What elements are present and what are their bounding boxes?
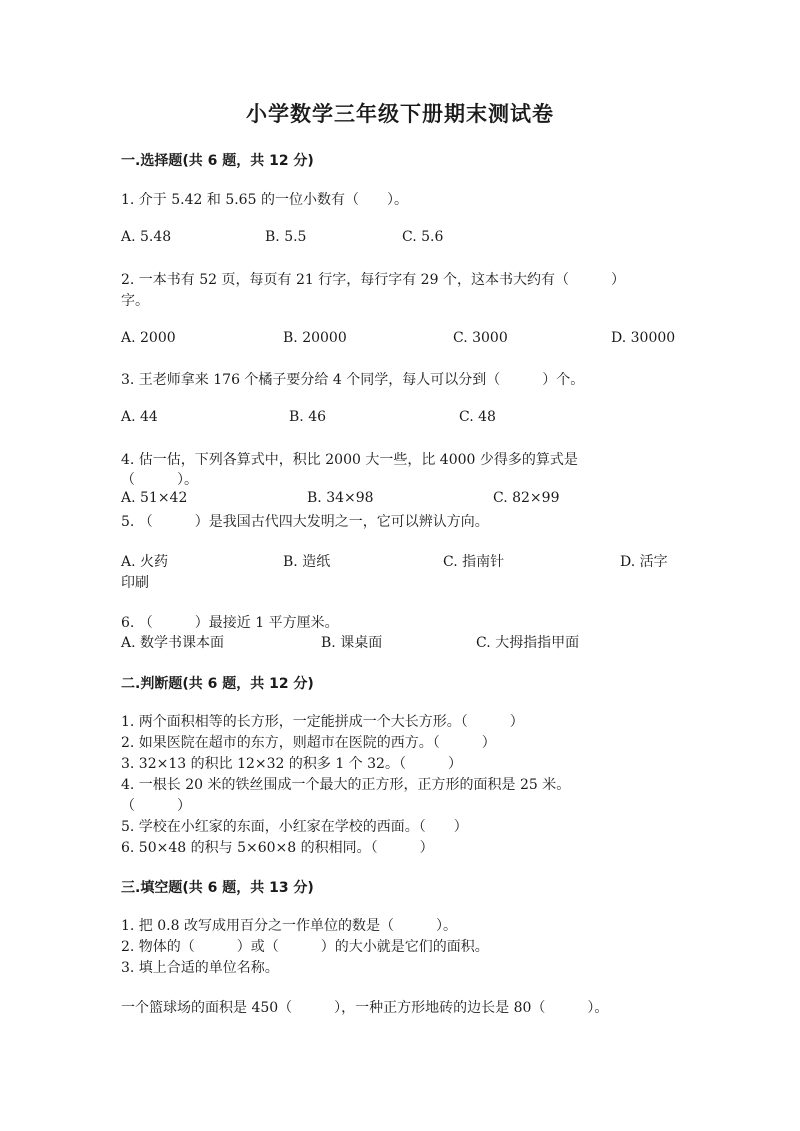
judge-item-3: 3. 32×13 的积比 12×32 的积多 1 个 32。（ ） [121, 756, 462, 772]
section-fill-title: 三.填空题(共 6 题，共 13 分) [121, 880, 314, 896]
question-6-option-b: B. 课桌面 [321, 635, 383, 651]
question-1-option-b: B. 5.5 [265, 229, 307, 245]
question-4-stem-line2: （ ）。 [121, 472, 198, 488]
question-4-stem-line1: 4. 估一估，下列各算式中，积比 2000 大一些，比 4000 少得多的算式是 [121, 452, 578, 468]
judge-item-4: 4. 一根长 20 米的铁丝围成一个最大的正方形，正方形的面积是 25 米。 [121, 777, 571, 793]
judge-item-6: 6. 50×48 的积与 5×60×8 的积相同。（ ） [121, 840, 434, 856]
question-6-stem: 6. （ ）最接近 1 平方厘米。 [121, 615, 339, 631]
fill-item-1: 1. 把 0.8 改写成用百分之一作单位的数是（ ）。 [121, 918, 457, 934]
question-5-option-d: D. 活字 [620, 554, 668, 570]
question-2-stem-line2: 字。 [121, 293, 149, 309]
question-6-option-c: C. 大拇指指甲面 [476, 635, 580, 651]
section-judge-title: 二.判断题(共 6 题，共 12 分) [121, 676, 314, 692]
question-4-option-a: A. 51×42 [121, 490, 188, 506]
question-5-option-d-cont: 印刷 [121, 575, 149, 591]
question-4-option-c: C. 82×99 [493, 490, 560, 506]
judge-item-4-cont: （ ） [121, 798, 191, 814]
question-1-option-c: C. 5.6 [402, 229, 444, 245]
question-2-option-c: C. 3000 [453, 330, 508, 346]
question-3-option-a: A. 44 [121, 409, 158, 425]
question-6-option-a: A. 数学书课本面 [121, 635, 225, 651]
question-5-stem: 5. （ ）是我国古代四大发明之一，它可以辨认方向。 [121, 514, 489, 530]
question-2-option-b: B. 20000 [283, 330, 347, 346]
question-3-stem: 3. 王老师拿来 176 个橘子要分给 4 个同学，每人可以分到（ ）个。 [121, 372, 585, 388]
question-2-option-d: D. 30000 [611, 330, 676, 346]
fill-item-3-sentence: 一个篮球场的面积是 450（ ），一种正方形地砖的边长是 80（ ）。 [121, 1000, 609, 1016]
judge-item-1: 1. 两个面积相等的长方形，一定能拼成一个大长方形。（ ） [121, 714, 524, 730]
question-1-stem: 1. 介于 5.42 和 5.65 的一位小数有（ ）。 [121, 192, 408, 208]
section-choice-title: 一.选择题(共 6 题，共 12 分) [121, 153, 314, 169]
fill-item-2: 2. 物体的（ ）或（ ）的大小就是它们的面积。 [121, 939, 489, 955]
question-4-option-b: B. 34×98 [307, 490, 374, 506]
question-2-option-a: A. 2000 [121, 330, 176, 346]
judge-item-5: 5. 学校在小红家的东面，小红家在学校的西面。（ ） [121, 819, 468, 835]
fill-item-3: 3. 填上合适的单位名称。 [121, 960, 279, 976]
question-3-option-b: B. 46 [289, 409, 327, 425]
judge-item-2: 2. 如果医院在超市的东方，则超市在医院的西方。（ ） [121, 735, 496, 751]
question-1-option-a: A. 5.48 [121, 229, 172, 245]
question-5-option-b: B. 造纸 [283, 554, 331, 570]
question-5-option-c: C. 指南针 [443, 554, 505, 570]
question-2-stem-line1: 2. 一本书有 52 页，每页有 21 行字，每行字有 29 个，这本书大约有（ ） [121, 272, 625, 288]
question-3-option-c: C. 48 [459, 409, 496, 425]
question-5-option-a: A. 火药 [121, 554, 169, 570]
page-title: 小学数学三年级下册期末测试卷 [246, 101, 554, 126]
